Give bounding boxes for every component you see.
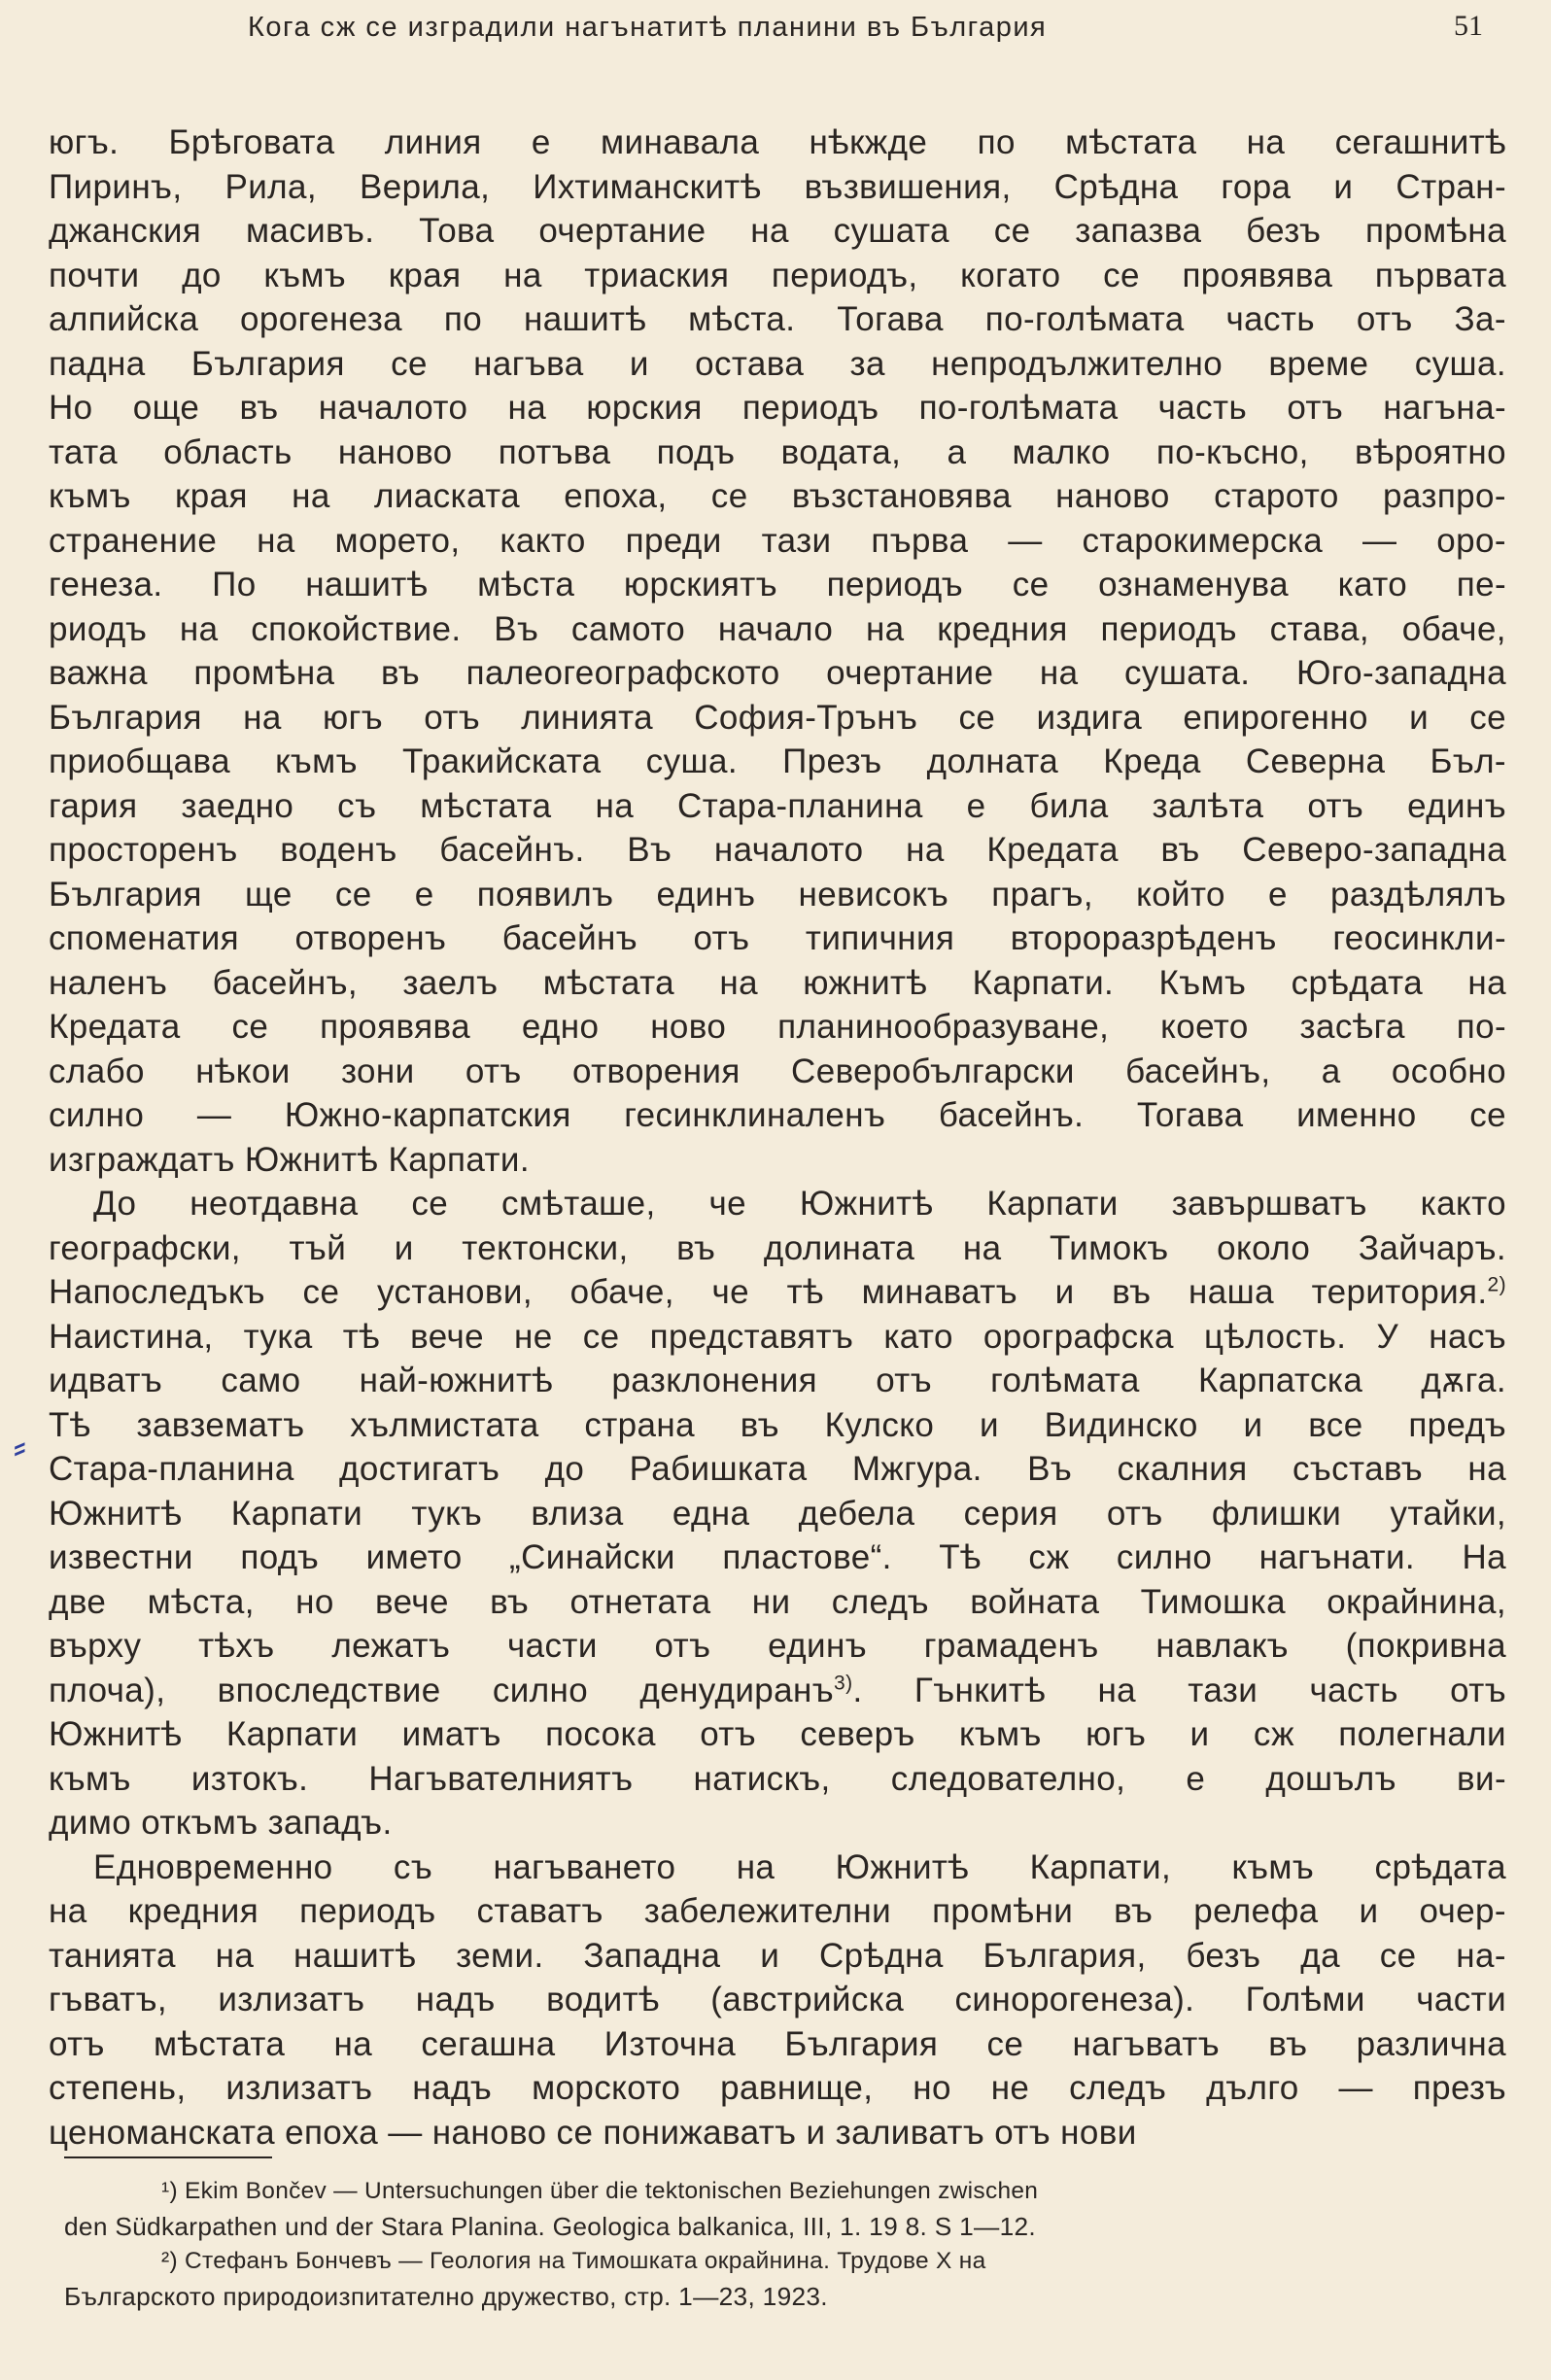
text-line-tail: . Гънкитѣ на тази часть отъ: [852, 1671, 1506, 1709]
footnote-rule: [64, 2156, 272, 2158]
text-line-content: известни подъ името „Синайски пластове“. Тѣ сж силно нагънати. На: [49, 1538, 1507, 1576]
text-line-content: Кредата се проявява едно ново планинообразуване, което засѣга по-: [49, 1008, 1507, 1046]
text-line: [49, 254, 1506, 298]
text-line-content: Тѣ завзематъ хълмистата страна въ Кулско и Видинско и все предъ: [49, 1405, 1506, 1444]
text-line: [49, 1934, 1506, 1979]
text-line: [49, 1050, 1506, 1094]
text-line: [49, 2022, 1506, 2067]
text-line-content: джанския масивъ. Това очертание на сушата се запазва безъ промѣна: [49, 212, 1506, 250]
text-line-content: риодъ на спокойствие. Въ самото начало на кредния периодъ става, обаче,: [49, 609, 1506, 648]
footnotes: [64, 2174, 1522, 2314]
text-line: [49, 121, 1506, 165]
text-line-content: Южнитѣ Карпати иматъ посока отъ северъ къмъ югъ и сж полегнали: [49, 1715, 1506, 1753]
text-line-content: на кредния периодъ ставатъ забележителни промѣни въ релефа и очер-: [49, 1892, 1506, 1930]
text-line: [49, 386, 1506, 431]
text-line: [49, 2111, 1506, 2156]
text-line-content: Стара-планина достигатъ до Рабишката Мжгура. Въ скалния съставъ на: [49, 1450, 1507, 1488]
text-line: [49, 1093, 1506, 1138]
text-line: [49, 1712, 1506, 1757]
text-line-content: степень, излизатъ надъ морското равнище, но не следъ дълго — презъ: [49, 2069, 1507, 2107]
text-line: [49, 165, 1506, 210]
text-line-content: падна България се нагъва и остава за непродължително време суша.: [49, 344, 1506, 383]
text-line: [49, 474, 1506, 519]
text-line-content: важна промѣна въ палеогеографското очертание на сушата. Юго-западна: [49, 654, 1507, 692]
text-line: [49, 1889, 1506, 1934]
text-line-content: генеза. По нашитѣ мѣста юрскиятъ периодъ се ознаменува като пе-: [49, 566, 1507, 604]
text-line-content: Пиринъ, Рила, Верила, Ихтиманскитѣ възвишения, Срѣдна гора и Стран-: [49, 167, 1507, 206]
footnote-line: ¹) Ekim Bončev — Untersuchungen über die tektonischen Beziehungen zwischen: [161, 2178, 1039, 2204]
text-line: [49, 1801, 1506, 1845]
text-line: [49, 1226, 1506, 1271]
text-line-content: наленъ басейнъ, заелъ мѣстата на южнитѣ Карпати. Къмъ срѣдата на: [49, 963, 1507, 1002]
text-line-content: просторенъ воденъ басейнъ. Въ началото на Кредата въ Северо-западна: [49, 831, 1507, 869]
text-line: [49, 297, 1506, 342]
footnote-line: ²) Стефанъ Бончевъ — Геология на Тимошката окрайнина. Трудове X на: [161, 2248, 986, 2274]
text-line: [49, 1359, 1506, 1403]
text-line: [49, 1757, 1506, 1802]
text-line: [49, 519, 1506, 564]
page-number: 51: [1454, 10, 1483, 42]
text-line-content: Наистина, тука тѣ вече не се представятъ като орографска цѣлость. У насъ: [49, 1317, 1507, 1356]
text-line: [49, 828, 1506, 873]
text-line-content: България на югъ отъ линията София-Трънъ се издига епирогенно и се: [49, 698, 1507, 737]
text-line: [49, 740, 1506, 784]
text-line-content: изграждатъ Южнитѣ Карпати.: [49, 1140, 530, 1179]
text-line-content: географски, тъй и тектонски, въ долината на Тимокъ около Зайчаръ.: [49, 1228, 1506, 1267]
running-title: Кога сж се изградили нагънатитѣ планини въ България: [248, 12, 1048, 43]
text-line-content: Но още въ началото на юрския периодъ по-голѣмата часть отъ нагъна-: [49, 389, 1506, 427]
text-line: [49, 1138, 1506, 1183]
footnote-reference: 2): [1487, 1273, 1506, 1296]
text-line-content: алпийска орогенеза по нашитѣ мѣста. Тогава по-голѣмата часть отъ За-: [49, 300, 1506, 338]
text-line: [49, 1669, 1506, 1713]
text-line-content: върху тѣхъ лежатъ части отъ единъ грамаденъ навлакъ (покривна: [49, 1627, 1506, 1665]
margin-pencil-mark: ⸗: [14, 1427, 26, 1467]
text-line-content: плоча), впоследствие силно денудиранъ: [49, 1671, 835, 1709]
footnote-line: den Südkarpathen und der Stara Planina. Geologica balkanica, III, 1. 19 8. S 1—12.: [64, 2212, 1036, 2241]
text-line: [49, 961, 1506, 1006]
text-line: [49, 1845, 1506, 1890]
text-line: [49, 696, 1506, 741]
text-line: [49, 2066, 1506, 2111]
text-line: [49, 1580, 1506, 1625]
text-line-content: гъватъ, излизатъ надъ водитѣ (австрийска синорогенеза). Голѣми части: [49, 1981, 1507, 2018]
text-line-content: Едновременно съ нагъването на Южнитѣ Карпати, къмъ срѣдата: [93, 1847, 1506, 1886]
text-line: [49, 1403, 1506, 1448]
text-line: [49, 1447, 1506, 1492]
text-line: [49, 1270, 1506, 1315]
text-line: [49, 1492, 1506, 1536]
text-line-content: До неотдавна се смѣташе, че Южнитѣ Карпати завършватъ както: [93, 1185, 1506, 1223]
text-line: [49, 1315, 1506, 1360]
text-line: [49, 607, 1506, 652]
text-line-content: отъ мѣстата на сегашна Източна България се нагъватъ въ различна: [49, 2024, 1506, 2063]
text-line-content: югъ. Брѣговата линия е минавала нѣкжде по мѣстата на сегашнитѣ: [49, 123, 1507, 161]
text-line: [49, 1535, 1506, 1580]
text-line: [49, 563, 1506, 607]
text-line-content: гария заедно съ мѣстата на Стара-планина е била залѣта отъ единъ: [49, 786, 1507, 825]
text-line: [49, 209, 1506, 254]
text-line-content: ценоманската епоха — наново се понижаватъ и заливатъ отъ нови: [49, 2113, 1137, 2152]
text-line-content: силно — Южно-карпатския гесинклиналенъ басейнъ. Тогава именно се: [49, 1096, 1507, 1134]
text-line-content: слабо нѣкои зони отъ отворения Северобългарски басейнъ, а особно: [49, 1052, 1506, 1090]
text-line-content: почти до къмъ края на триаския периодъ, когато се проявява първата: [49, 256, 1506, 294]
text-line-content: две мѣста, но вече въ отнетата ни следъ войната Тимошка окрайнина,: [49, 1582, 1506, 1621]
text-line: [49, 916, 1506, 961]
text-line: [49, 873, 1506, 917]
text-line-content: странение на морето, както преди тази първа — старокимерска — оро-: [49, 521, 1506, 560]
text-line-content: споменатия отворенъ басейнъ отъ типичния второразрѣденъ геосинкли-: [49, 919, 1507, 957]
text-line: [49, 651, 1506, 696]
text-line-content: тата область наново потъва подъ водата, а малко по-късно, вѣроятно: [49, 432, 1506, 471]
text-line: [49, 1624, 1506, 1669]
running-head: [0, 12, 1551, 51]
text-line: [49, 342, 1506, 387]
footnote-reference: 3): [834, 1671, 853, 1694]
text-line-content: Напоследъкъ се установи, обаче, че тѣ минаватъ и въ наша територия.: [49, 1273, 1488, 1311]
text-line-content: Южнитѣ Карпати тукъ влиза една дебела серия отъ флишки утайки,: [49, 1494, 1507, 1533]
text-line: [49, 1005, 1506, 1050]
body-text: [49, 121, 1506, 2155]
text-line: [49, 431, 1506, 475]
text-line-content: България ще се е появилъ единъ невисокъ прагъ, който е раздѣлялъ: [49, 875, 1507, 914]
text-line-content: идватъ само най-южнитѣ разклонения отъ голѣмата Карпатска дѫга.: [49, 1362, 1506, 1399]
text-line: [49, 1978, 1506, 2022]
text-line-content: къмъ изтокъ. Нагъвателниятъ натискъ, следователно, е дошълъ ви-: [49, 1759, 1507, 1798]
text-line-content: къмъ края на лиаската епоха, се възстановява наново старото разпро-: [49, 477, 1506, 515]
text-line-content: димо откъмъ западъ.: [49, 1804, 393, 1842]
footnote-line: Българското природоизпитателно дружество, стр. 1—23, 1923.: [64, 2282, 828, 2311]
text-line-content: танията на нашитѣ земи. Западна и Срѣдна България, безъ да се на-: [49, 1936, 1506, 1975]
text-line-content: приобщава къмъ Тракийската суша. Презъ долната Креда Северна Бъл-: [49, 742, 1506, 780]
text-line: [49, 1182, 1506, 1226]
text-line: [49, 784, 1506, 829]
